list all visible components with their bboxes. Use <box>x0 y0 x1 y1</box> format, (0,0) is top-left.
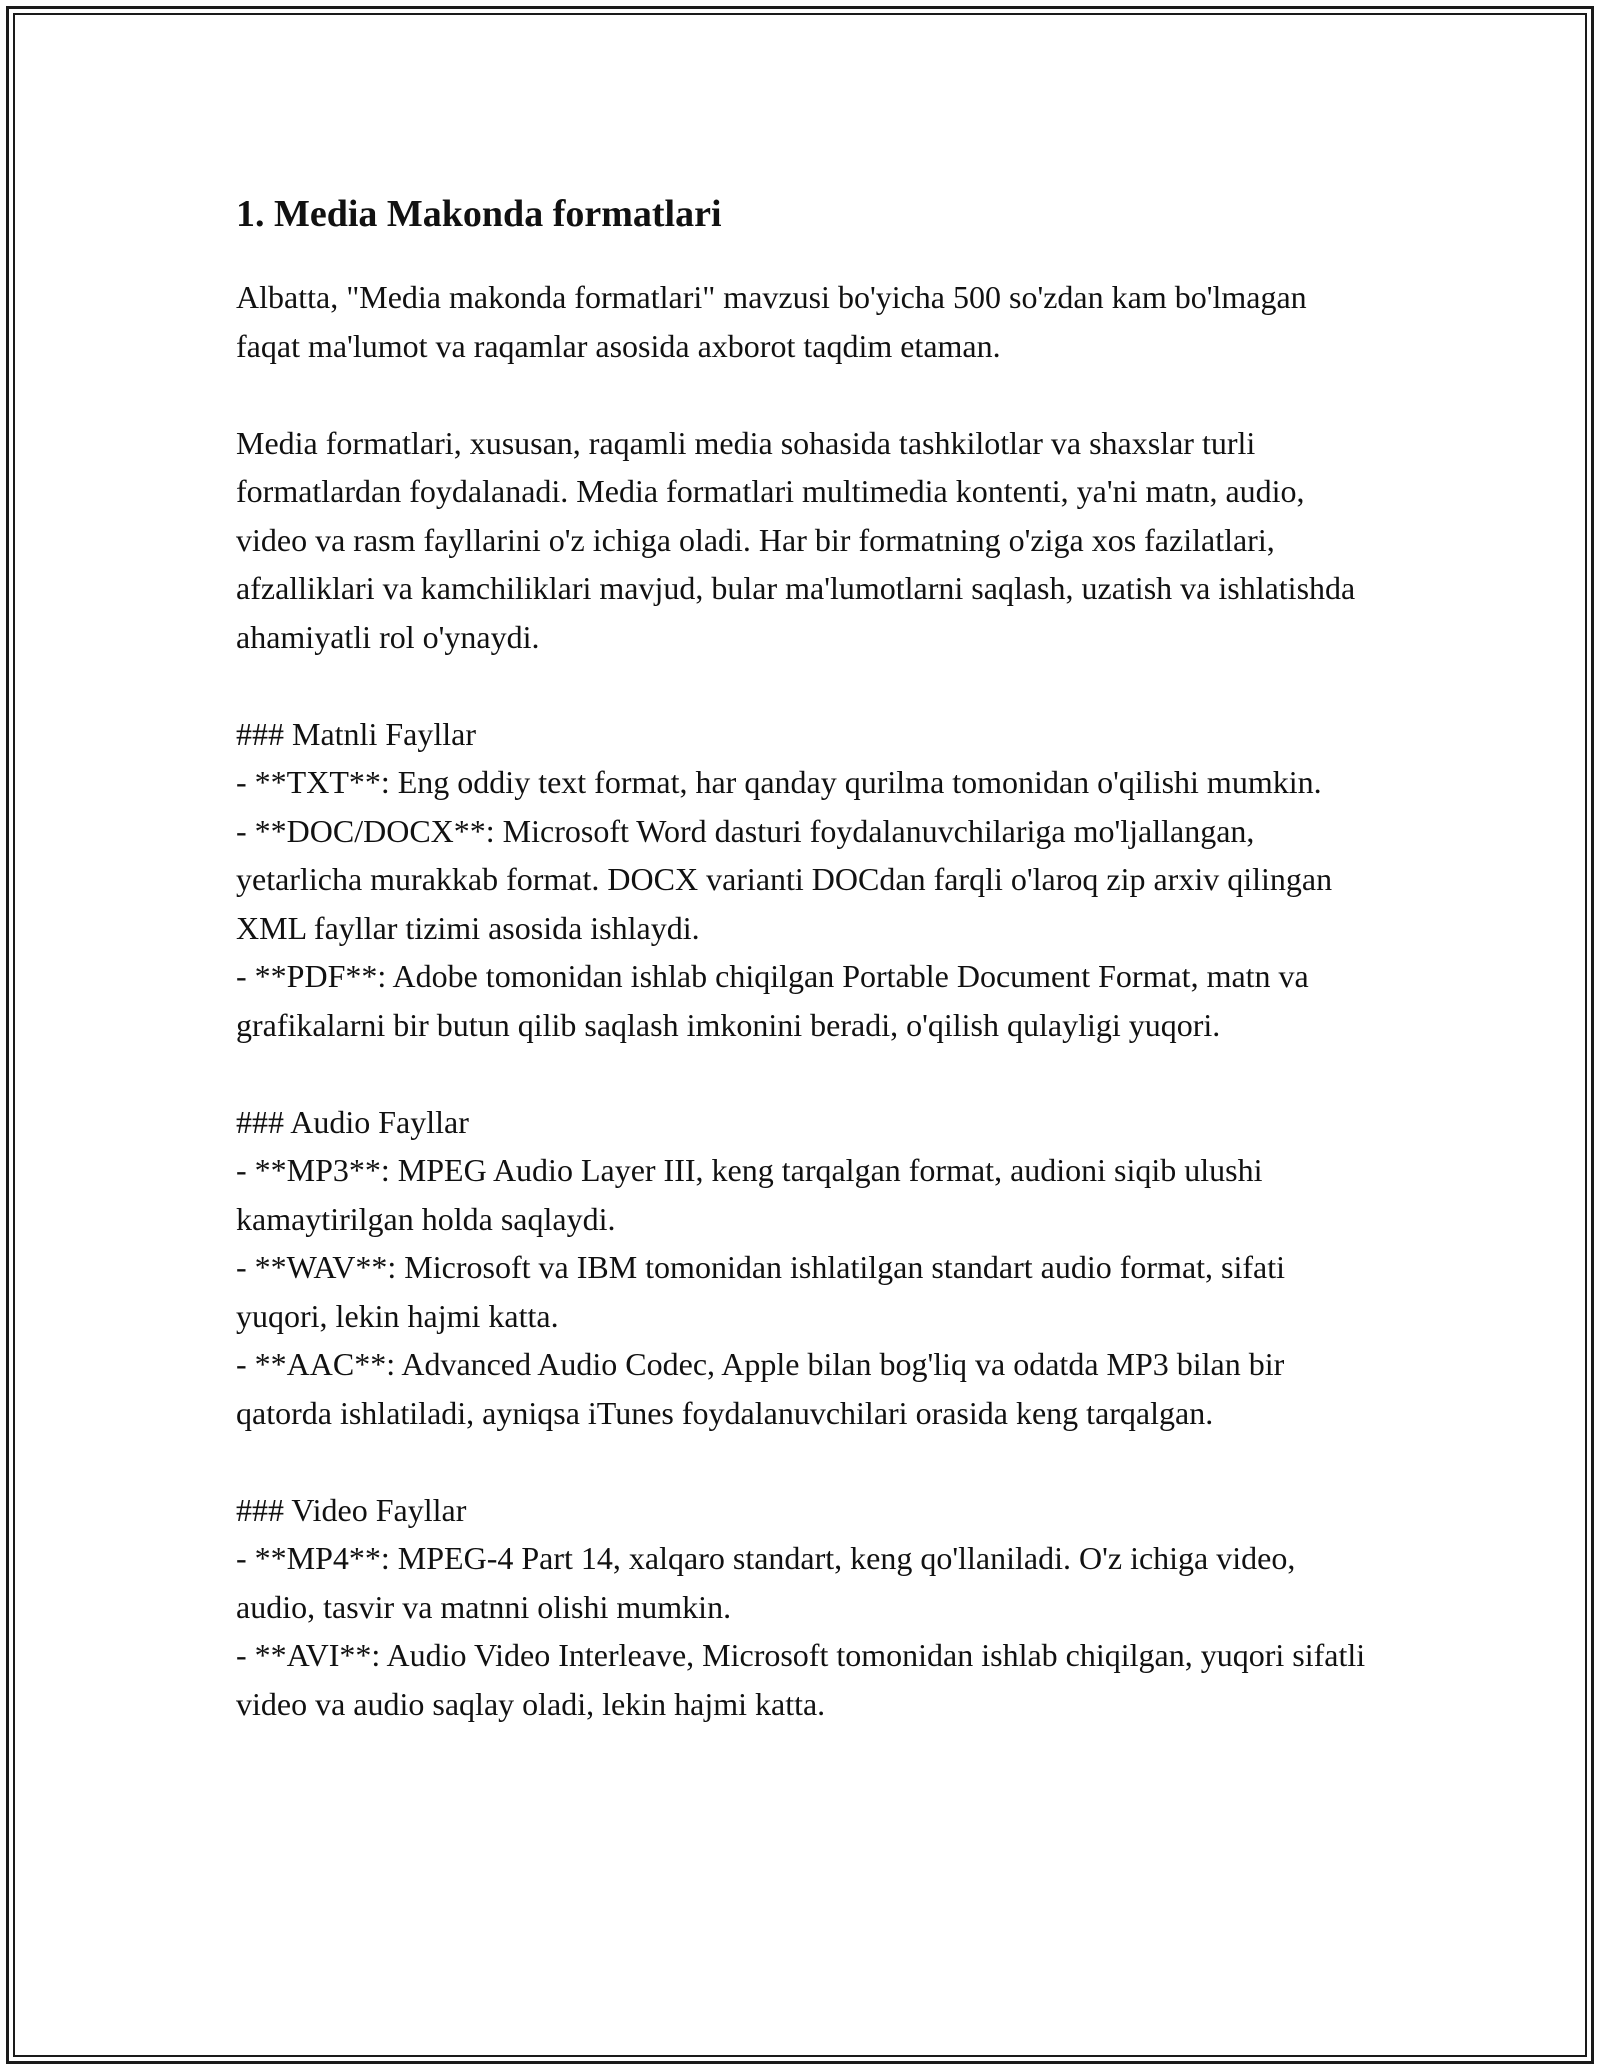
paragraph-gap <box>236 370 1376 419</box>
section-audio-files <box>236 1098 1376 1438</box>
intro-paragraph: Albatta, "Media makonda formatlari" mavzusi bo'yicha 500 so'zdan kam bo'lmagan faqat ma'lumot va raqamlar asosida axborot taqdim etaman. <box>236 279 1307 364</box>
list-item: - **AVI**: Audio Video Interleave, Microsoft tomonidan ishlab chiqilgan, yuqori sifatli video va audio saqlay oladi, lekin hajmi katta. <box>236 1637 1366 1722</box>
section-text-files <box>236 710 1376 1050</box>
list-item: - **PDF**: Adobe tomonidan ishlab chiqilgan Portable Document Format, matn va grafikalarni bir butun qilib saqlash imkonini beradi, o'qilish qulayligi yuqori. <box>236 958 1309 1043</box>
overview-paragraph: Media formatlari, xususan, raqamli media sohasida tashkilotlar va shaxslar turli formatlardan foydalanadi. Media formatlari multimedia kontenti, ya'ni matn, audio, video va rasm fayllarini o'z ichiga oladi. Har bir formatning o'ziga xos fazilatlari, afzalliklari va kamchiliklari mavjud, bular ma'lumotlarni saqlash, uzatish va ishlatishda ahamiyatli rol o'ynaydi. <box>236 424 1356 655</box>
section-heading: ### Video Fayllar <box>236 1491 467 1528</box>
list-item: - **TXT**: Eng oddiy text format, har qanday qurilma tomonidan o'qilishi mumkin. <box>236 764 1322 800</box>
paragraph-gap <box>236 1437 1376 1486</box>
section-heading: ### Audio Fayllar <box>236 1103 469 1140</box>
paragraph-gap <box>236 1049 1376 1098</box>
paragraph-gap <box>236 661 1376 710</box>
document-page <box>236 185 1376 1728</box>
section-video-files <box>236 1486 1376 1729</box>
list-item: - **DOC/DOCX**: Microsoft Word dasturi foydalanuvchilariga mo'ljallangan, yetarlicha murakkab format. DOCX varianti DOCdan farqli o'laroq zip arxiv qilingan XML fayllar tizimi asosida ishlaydi. <box>236 812 1333 946</box>
list-item: - **WAV**: Microsoft va IBM tomonidan ishlatilgan standart audio format, sifati yuqori, lekin hajmi katta. <box>236 1249 1286 1334</box>
document-title: 1. Media Makonda formatlari <box>236 193 722 235</box>
list-item: - **AAC**: Advanced Audio Codec, Apple bilan bog'liq va odatda MP3 bilan bir qatorda ishlatiladi, ayniqsa iTunes foydalanuvchilari orasida keng tarqalgan. <box>236 1346 1285 1431</box>
list-item: - **MP4**: MPEG-4 Part 14, xalqaro standart, keng qo'llaniladi. O'z ichiga video, audio, tasvir va matnni olishi mumkin. <box>236 1540 1296 1625</box>
section-heading: ### Matnli Fayllar <box>236 715 476 752</box>
list-item: - **MP3**: MPEG Audio Layer III, keng tarqalgan format, audioni siqib ulushi kamaytirilgan holda saqlaydi. <box>236 1152 1263 1237</box>
